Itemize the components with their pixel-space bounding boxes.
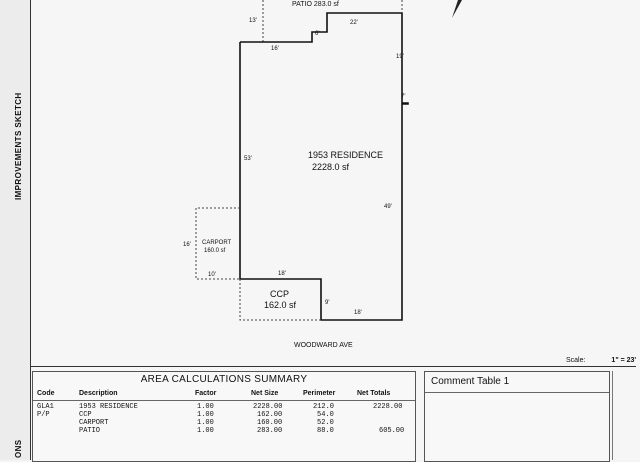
residence-title: 1953 RESIDENCE [308, 150, 384, 160]
north-arrow-icon [452, 0, 462, 18]
comment-divider [425, 392, 609, 393]
row-description: CCP [79, 411, 92, 419]
scale-value: 1" = 23' [611, 357, 637, 364]
carport-title: CARPORT [202, 240, 232, 246]
row-description: CARPORT [79, 419, 109, 427]
header-divider [33, 400, 415, 401]
dim-9: 9' [325, 300, 330, 306]
dim-16-left: 16' [183, 242, 191, 248]
street-label: WOODWARD AVE [294, 342, 353, 349]
dim-22: 22' [350, 20, 358, 26]
header-description: Description [79, 390, 118, 397]
comment-table-title: Comment Table 1 [431, 376, 510, 387]
improvements-sketch-label: IMPROVEMENTS SKETCH [14, 92, 23, 200]
area-summary-title: AREA CALCULATIONS SUMMARY [140, 374, 308, 385]
section-label-bottom: ONS [14, 439, 23, 458]
area-calculations-summary [32, 371, 416, 462]
row-code: P/P [37, 411, 50, 419]
row-net-totals: 2228.00 [373, 403, 403, 411]
row-perimeter: 88.0 [317, 427, 334, 435]
header-net-totals: Net Totals [357, 390, 391, 397]
dim-49: 49' [384, 204, 392, 210]
row-perimeter: 52.0 [317, 419, 334, 427]
dim-18-mid: 18' [278, 271, 286, 277]
row-net-size: 2228.00 [253, 403, 283, 411]
dim-16-top: 16' [271, 46, 279, 52]
right-strip [612, 371, 637, 460]
patio-label: PATIO 283.0 sf [292, 1, 339, 8]
residence-area: 2228.0 sf [312, 162, 350, 172]
row-description: 1953 RESIDENCE [79, 403, 138, 411]
header-factor: Factor [195, 390, 217, 397]
comment-table [424, 371, 610, 462]
dim-6: 6' [315, 31, 320, 37]
dim-18-bottom: 18' [354, 310, 362, 316]
header-net-size: Net Size [251, 390, 279, 397]
dim-7: 7' [401, 94, 406, 100]
row-factor: 1.00 [197, 427, 214, 435]
ccp-area: 162.0 sf [264, 300, 297, 310]
ccp-title: CCP [270, 289, 290, 299]
dim-13: 13' [249, 18, 257, 24]
dim-10: 10' [208, 272, 216, 278]
scale-indicator [566, 357, 636, 364]
scale-label: Scale: [566, 357, 586, 364]
header-code: Code [37, 390, 55, 397]
dim-53: 53' [244, 156, 252, 162]
dim-19: 19' [396, 54, 404, 60]
row-net-size: 162.00 [257, 411, 283, 419]
row-code: GLA1 [37, 403, 54, 411]
row-perimeter: 54.0 [317, 411, 334, 419]
row-factor: 1.00 [197, 419, 214, 427]
row-factor: 1.00 [197, 411, 214, 419]
row-factor: 1.00 [197, 403, 214, 411]
header-perimeter: Perimeter [303, 390, 336, 397]
row-net-size: 283.00 [257, 427, 283, 435]
row-net-size: 160.00 [257, 419, 283, 427]
row-net-totals: 605.00 [379, 427, 405, 435]
row-description: PATIO [79, 427, 101, 435]
carport-area: 160.0 sf [204, 248, 226, 254]
row-perimeter: 212.0 [313, 403, 335, 411]
